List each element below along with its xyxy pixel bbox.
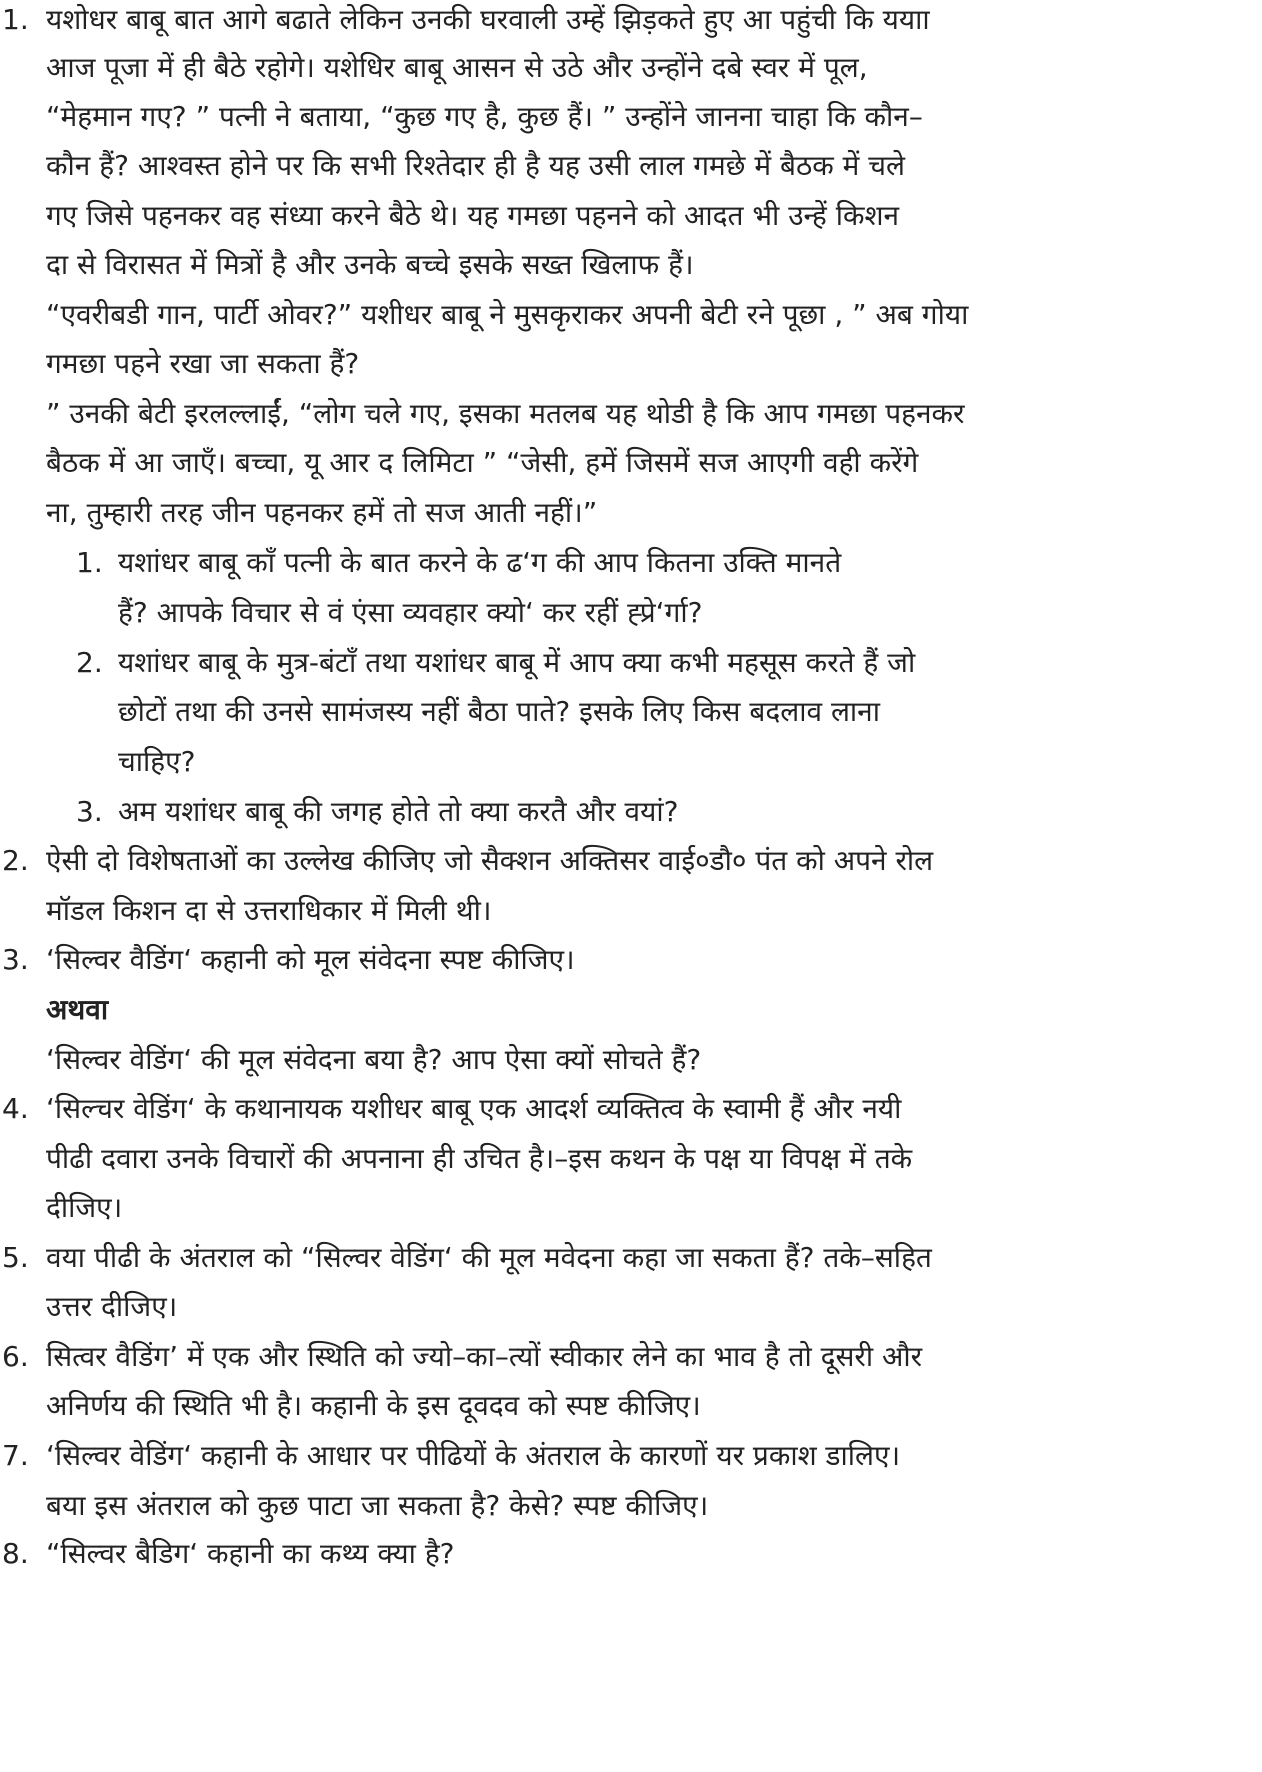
question-text: “मेहमान गए? ” पत्नी ने बताया, “कुछ गए है, कुछ हैं। ” उन्होंने जानना चाहा कि कौन– <box>46 100 923 133</box>
question-text: पीढी दवारा उनके विचारों की अपनाना ही उचित है।–इस कथन के पक्ष या विपक्ष में तके <box>46 1142 913 1175</box>
question-text: सित्वर वैडिंग’ में एक और स्थिति को ज्यो–का–त्यों स्वीकार लेने का भाव है तो दूसरी और <box>46 1340 923 1373</box>
question-text: ‘सिल्वर वेडिंग‘ की मूल संवेदना बया है? आप ऐसा क्यों सोचते हैं? <box>46 1043 702 1076</box>
question-number: 4. <box>2 1092 29 1125</box>
question-text: बैठक में आ जाएँ। बच्चा, यू आर द लिमिटा ” “जेसी, हमें जिसमें सज आएगी वही करेंगे <box>46 446 919 479</box>
question-text: गए जिसे पहनकर वह संध्या करने बैठे थे। यह गमछा पहनने को आदत भी उन्हें किशन <box>46 199 900 232</box>
question-text: अनिर्णय की स्थिति भी है। कहानी के इस दूवदव को स्पष्ट कीजिए। <box>46 1389 701 1422</box>
question-text: कौन हैं? आश्वस्त होने पर कि सभी रिश्तेदार ही है यह उसी लाल गमछे में बैठक में चले <box>46 149 906 182</box>
or-label: अथवा <box>46 993 109 1026</box>
subquestion-number: 3. <box>76 795 103 828</box>
question-text: मॉडल किशन दा से उत्तराधिकार में मिली थी। <box>46 894 492 927</box>
question-text: गमछा पहने रखा जा सकता हैं? <box>46 347 360 380</box>
subquestion-text: छोटों तथा की उनसे सामंजस्य नहीं बैठा पाते? इसके लिए किस बदलाव लाना <box>118 695 880 728</box>
question-number: 8. <box>2 1537 29 1570</box>
question-text: वया पीढी के अंतराल को “सिल्वर वेडिंग‘ की मूल मवेदना कहा जा सकता हैं? तके–सहित <box>46 1241 932 1274</box>
question-number: 6. <box>2 1340 29 1373</box>
subquestion-text: यशांधर बाबू के मुत्र-बंटाँ तथा यशांधर बाबू में आप क्या कभी महसूस करते हैं जो <box>118 646 916 679</box>
question-text: ‘सिल्वर वैडिंग‘ कहानी को मूल संवेदना स्पष्ट कीजिए। <box>46 943 575 976</box>
subquestion-number: 1. <box>76 546 103 579</box>
question-text: दा से विरासत में मित्रों है और उनके बच्चे इसके सख्त खिलाफ हैं। <box>46 248 694 281</box>
subquestion-text: यशांधर बाबू काँ पत्नी के बात करने के ढ‘ग की आप कितना उक्ति मानते <box>118 546 842 579</box>
question-text: ‘सिल्चर वेडिंग‘ के कथानायक यशीधर बाबू एक आदर्श व्यक्तित्व के स्वामी हैं और नयी <box>46 1092 902 1125</box>
question-text: दीजिए। <box>46 1191 123 1224</box>
question-number: 2. <box>2 844 29 877</box>
question-number: 3. <box>2 943 29 976</box>
question-text: यशोधर बाबू बात आगे बढाते लेकिन उनकी घरवाली उम्हें झिड़कते हुए आ पहुंची कि ययाा <box>46 3 930 36</box>
subquestion-number: 2. <box>76 646 103 679</box>
question-text: ” उनकी बेटी इरलल्लाईं, “लोग चले गए, इसका मतलब यह थोडी है कि आप गमछा पहनकर <box>46 397 965 430</box>
question-number: 1. <box>2 3 29 36</box>
question-text: ‘सिल्वर वेडिंग‘ कहानी के आधार पर पीढियों के अंतराल के कारणों यर प्रकाश डालिए। <box>46 1439 901 1472</box>
question-text: ना, तुम्हारी तरह जीन पहनकर हमें तो सज आती नहीं।” <box>46 496 598 529</box>
question-number: 5. <box>2 1241 29 1274</box>
question-text: आज पूजा में ही बैठे रहोगे। यशेधिर बाबू आसन से उठे और उन्होंने दबे स्वर में पूल, <box>46 51 868 84</box>
subquestion-text: हैं? आपके विचार से वं एंसा व्यवहार क्यो‘ कर रहीं ह्प्रे‘र्गा? <box>118 596 703 629</box>
subquestion-text: अम यशांधर बाबू की जगह होते तो क्या करतै और वयां? <box>118 795 679 828</box>
question-text: ऐसी दो विशेषताओं का उल्लेख कीजिए जो सैक्शन अक्तिसर वाई०डौ० पंत को अपने रोल <box>46 844 934 877</box>
question-text: उत्तर दीजिए। <box>46 1290 178 1323</box>
question-text: “एवरीबडी गान, पार्टी ओवर?” यशीधर बाबू ने मुसकृराकर अपनी बेटी रने पूछा , ” अब गोया <box>46 298 969 331</box>
question-number: 7. <box>2 1439 29 1472</box>
question-text: “सिल्वर बैडिग‘ कहानी का कथ्य क्या है? <box>46 1537 455 1570</box>
question-text: बया इस अंतराल को कुछ पाटा जा सकता है? केसे? स्पष्ट कीजिए। <box>46 1489 709 1522</box>
subquestion-text: चाहिए? <box>118 745 196 778</box>
